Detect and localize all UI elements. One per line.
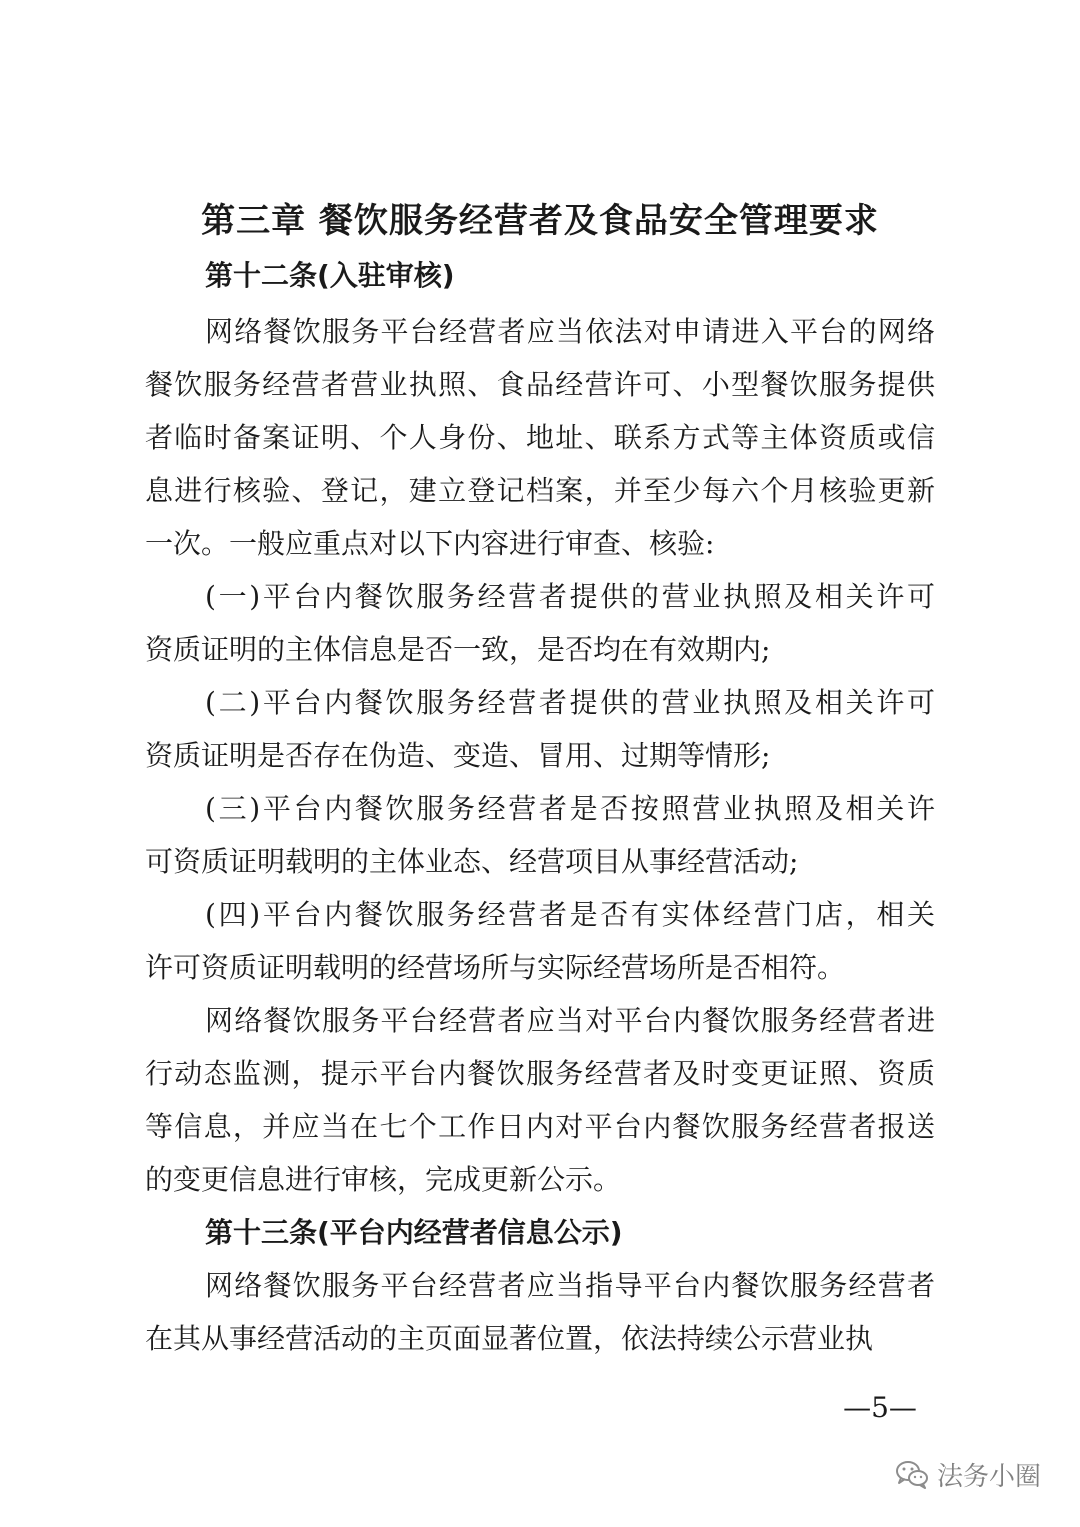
list-item-line: 可资质证明载明的主体业态、经营项目从事经营活动;	[145, 845, 799, 878]
paragraph-line: 行动态监测，提示平台内餐饮服务经营者及时变更证照、资质	[145, 1057, 935, 1090]
paragraph-line: 餐饮服务经营者营业执照、食品经营许可、小型餐饮服务提供	[145, 368, 935, 401]
list-item-line: (一)平台内餐饮服务经营者提供的营业执照及相关许可	[205, 580, 935, 613]
article-13-heading: 第十三条(平台内经营者信息公示)	[205, 1216, 623, 1249]
chapter-title: 第三章 餐饮服务经营者及食品安全管理要求	[201, 201, 879, 241]
paragraph-line: 在其从事经营活动的主页面显著位置，依法持续公示营业执	[145, 1322, 874, 1355]
paragraph-line: 息进行核验、登记，建立登记档案，并至少每六个月核验更新	[145, 474, 935, 507]
list-item-line: (二)平台内餐饮服务经营者提供的营业执照及相关许可	[205, 686, 935, 719]
article-12-heading: 第十二条(入驻审核)	[205, 259, 455, 292]
paragraph-line: 网络餐饮服务平台经营者应当对平台内餐饮服务经营者进	[205, 1004, 935, 1037]
watermark	[895, 1452, 1041, 1496]
wechat-icon	[895, 1459, 929, 1489]
list-item-line: (三)平台内餐饮服务经营者是否按照营业执照及相关许	[205, 792, 935, 825]
paragraph-line: 者临时备案证明、个人身份、地址、联系方式等主体资质或信	[145, 421, 935, 454]
list-item-line: 资质证明的主体信息是否一致，是否均在有效期内;	[145, 633, 771, 666]
paragraph-line: 网络餐饮服务平台经营者应当依法对申请进入平台的网络	[205, 315, 935, 348]
list-item-line: 许可资质证明载明的经营场所与实际经营场所是否相符。	[145, 951, 846, 984]
paragraph-line: 一次。一般应重点对以下内容进行审查、核验:	[145, 527, 715, 560]
page-number: —5—	[843, 1391, 917, 1424]
paragraph-line: 的变更信息进行审核，完成更新公示。	[145, 1163, 622, 1196]
paragraph-line: 网络餐饮服务平台经营者应当指导平台内餐饮服务经营者	[205, 1269, 935, 1302]
list-item-line: (四)平台内餐饮服务经营者是否有实体经营门店，相关	[205, 898, 935, 931]
list-item-line: 资质证明是否存在伪造、变造、冒用、过期等情形;	[145, 739, 771, 772]
watermark-text: 法务小圈	[937, 1461, 1042, 1492]
paragraph-line: 等信息，并应当在七个工作日内对平台内餐饮服务经营者报送	[145, 1110, 935, 1143]
